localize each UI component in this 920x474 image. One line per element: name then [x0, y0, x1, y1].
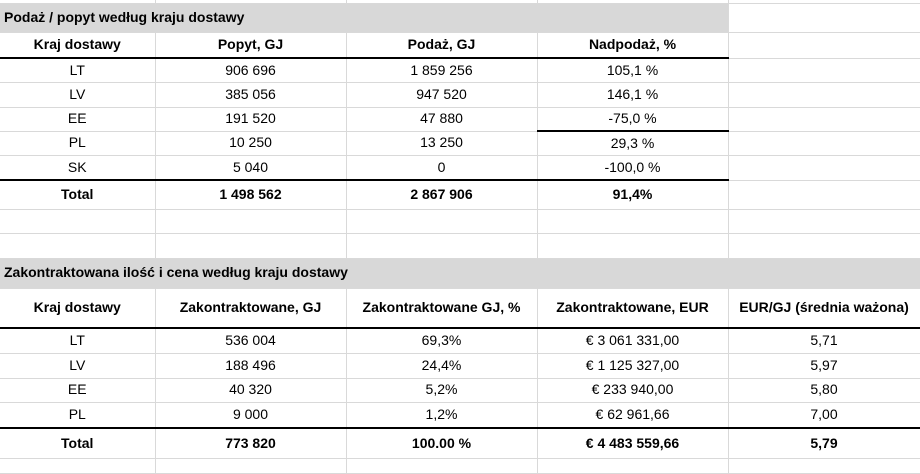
cell-country: PL	[0, 131, 155, 155]
table1-header-demand: Popyt, GJ	[155, 32, 346, 58]
cell-avg-price: 7,00	[728, 402, 920, 428]
empty-cell	[537, 233, 728, 258]
total-label: Total	[0, 180, 155, 209]
table2-header-row	[0, 288, 920, 328]
cell-country: SK	[0, 155, 155, 180]
cell-country: EE	[0, 107, 155, 131]
table2-total-row	[0, 428, 920, 458]
cell-country: PL	[0, 402, 155, 428]
table1-header-supply: Podaż, GJ	[346, 32, 537, 58]
cell-supply: 47 880	[346, 107, 537, 131]
cell-avg-price: 5,97	[728, 353, 920, 378]
cell-demand: 5 040	[155, 155, 346, 180]
cell-country: LT	[0, 328, 155, 353]
cell-oversupply: 105,1 %	[537, 58, 728, 82]
table1-header-oversupply: Nadpodaż, %	[537, 32, 728, 58]
cell-supply: 0	[346, 155, 537, 180]
cell-eur: € 1 125 327,00	[537, 353, 728, 378]
table1-title: Podaż / popyt według kraju dostawy	[0, 3, 728, 32]
table-row	[0, 131, 920, 155]
cell-qty: 188 496	[155, 353, 346, 378]
empty-cell	[346, 458, 537, 473]
cell-pct: 1,2%	[346, 402, 537, 428]
table2-header-country: Kraj dostawy	[0, 288, 155, 328]
table-row	[0, 107, 920, 131]
empty-cell	[728, 107, 920, 131]
empty-cell	[728, 3, 920, 32]
empty-cell	[728, 233, 920, 258]
cell-avg-price: 5,71	[728, 328, 920, 353]
table2-header-pct: Zakontraktowane GJ, %	[346, 288, 537, 328]
empty-cell	[346, 233, 537, 258]
empty-cell	[155, 209, 346, 233]
table1-total-row	[0, 180, 920, 209]
bottom-sliver-row	[0, 458, 920, 473]
cell-eur: € 62 961,66	[537, 402, 728, 428]
total-demand: 1 498 562	[155, 180, 346, 209]
empty-cell	[728, 458, 920, 473]
total-supply: 2 867 906	[346, 180, 537, 209]
empty-cell	[728, 131, 920, 155]
cell-oversupply: -100,0 %	[537, 155, 728, 180]
empty-cell	[537, 458, 728, 473]
cell-pct: 5,2%	[346, 378, 537, 402]
total-qty: 773 820	[155, 428, 346, 458]
table1-title-row	[0, 3, 920, 32]
empty-row	[0, 233, 920, 258]
empty-cell	[728, 155, 920, 180]
total-eur: € 4 483 559,66	[537, 428, 728, 458]
cell-supply: 947 520	[346, 82, 537, 107]
table-row	[0, 82, 920, 107]
cell-qty: 536 004	[155, 328, 346, 353]
cell-country: LV	[0, 353, 155, 378]
cell-supply: 13 250	[346, 131, 537, 155]
table1-header-row	[0, 32, 920, 58]
empty-cell	[728, 82, 920, 107]
cell-avg-price: 5,80	[728, 378, 920, 402]
cell-country: LT	[0, 58, 155, 82]
total-avg-price: 5,79	[728, 428, 920, 458]
total-oversupply: 91,4%	[537, 180, 728, 209]
cell-pct: 24,4%	[346, 353, 537, 378]
cell-country: EE	[0, 378, 155, 402]
empty-cell	[155, 458, 346, 473]
empty-row	[0, 209, 920, 233]
table2-title-row	[0, 258, 920, 288]
empty-cell	[346, 209, 537, 233]
table-row	[0, 328, 920, 353]
table2-header-eur: Zakontraktowane, EUR	[537, 288, 728, 328]
empty-cell	[728, 180, 920, 209]
empty-cell	[0, 209, 155, 233]
cell-oversupply: -75,0 %	[537, 107, 728, 131]
cell-oversupply: 146,1 %	[537, 82, 728, 107]
cell-pct: 69,3%	[346, 328, 537, 353]
cell-demand: 10 250	[155, 131, 346, 155]
cell-eur: € 233 940,00	[537, 378, 728, 402]
table2-header-qty: Zakontraktowane, GJ	[155, 288, 346, 328]
empty-cell	[537, 209, 728, 233]
table-row	[0, 58, 920, 82]
table-row	[0, 378, 920, 402]
cell-supply: 1 859 256	[346, 58, 537, 82]
cell-demand: 906 696	[155, 58, 346, 82]
table-row	[0, 402, 920, 428]
empty-cell	[155, 233, 346, 258]
total-pct: 100.00 %	[346, 428, 537, 458]
cell-country: LV	[0, 82, 155, 107]
cell-oversupply: 29,3 %	[537, 131, 728, 155]
table2-title: Zakontraktowana ilość i cena według kraju dostawy	[0, 258, 920, 288]
table-row	[0, 155, 920, 180]
cell-demand: 191 520	[155, 107, 346, 131]
cell-demand: 385 056	[155, 82, 346, 107]
empty-cell	[728, 32, 920, 58]
empty-cell	[0, 233, 155, 258]
empty-cell	[0, 458, 155, 473]
empty-cell	[728, 58, 920, 82]
total-label: Total	[0, 428, 155, 458]
cell-qty: 9 000	[155, 402, 346, 428]
cell-eur: € 3 061 331,00	[537, 328, 728, 353]
cell-qty: 40 320	[155, 378, 346, 402]
table-row	[0, 353, 920, 378]
empty-cell	[728, 209, 920, 233]
table1-header-country: Kraj dostawy	[0, 32, 155, 58]
table2-header-avg-price: EUR/GJ (średnia ważona)	[728, 288, 920, 328]
